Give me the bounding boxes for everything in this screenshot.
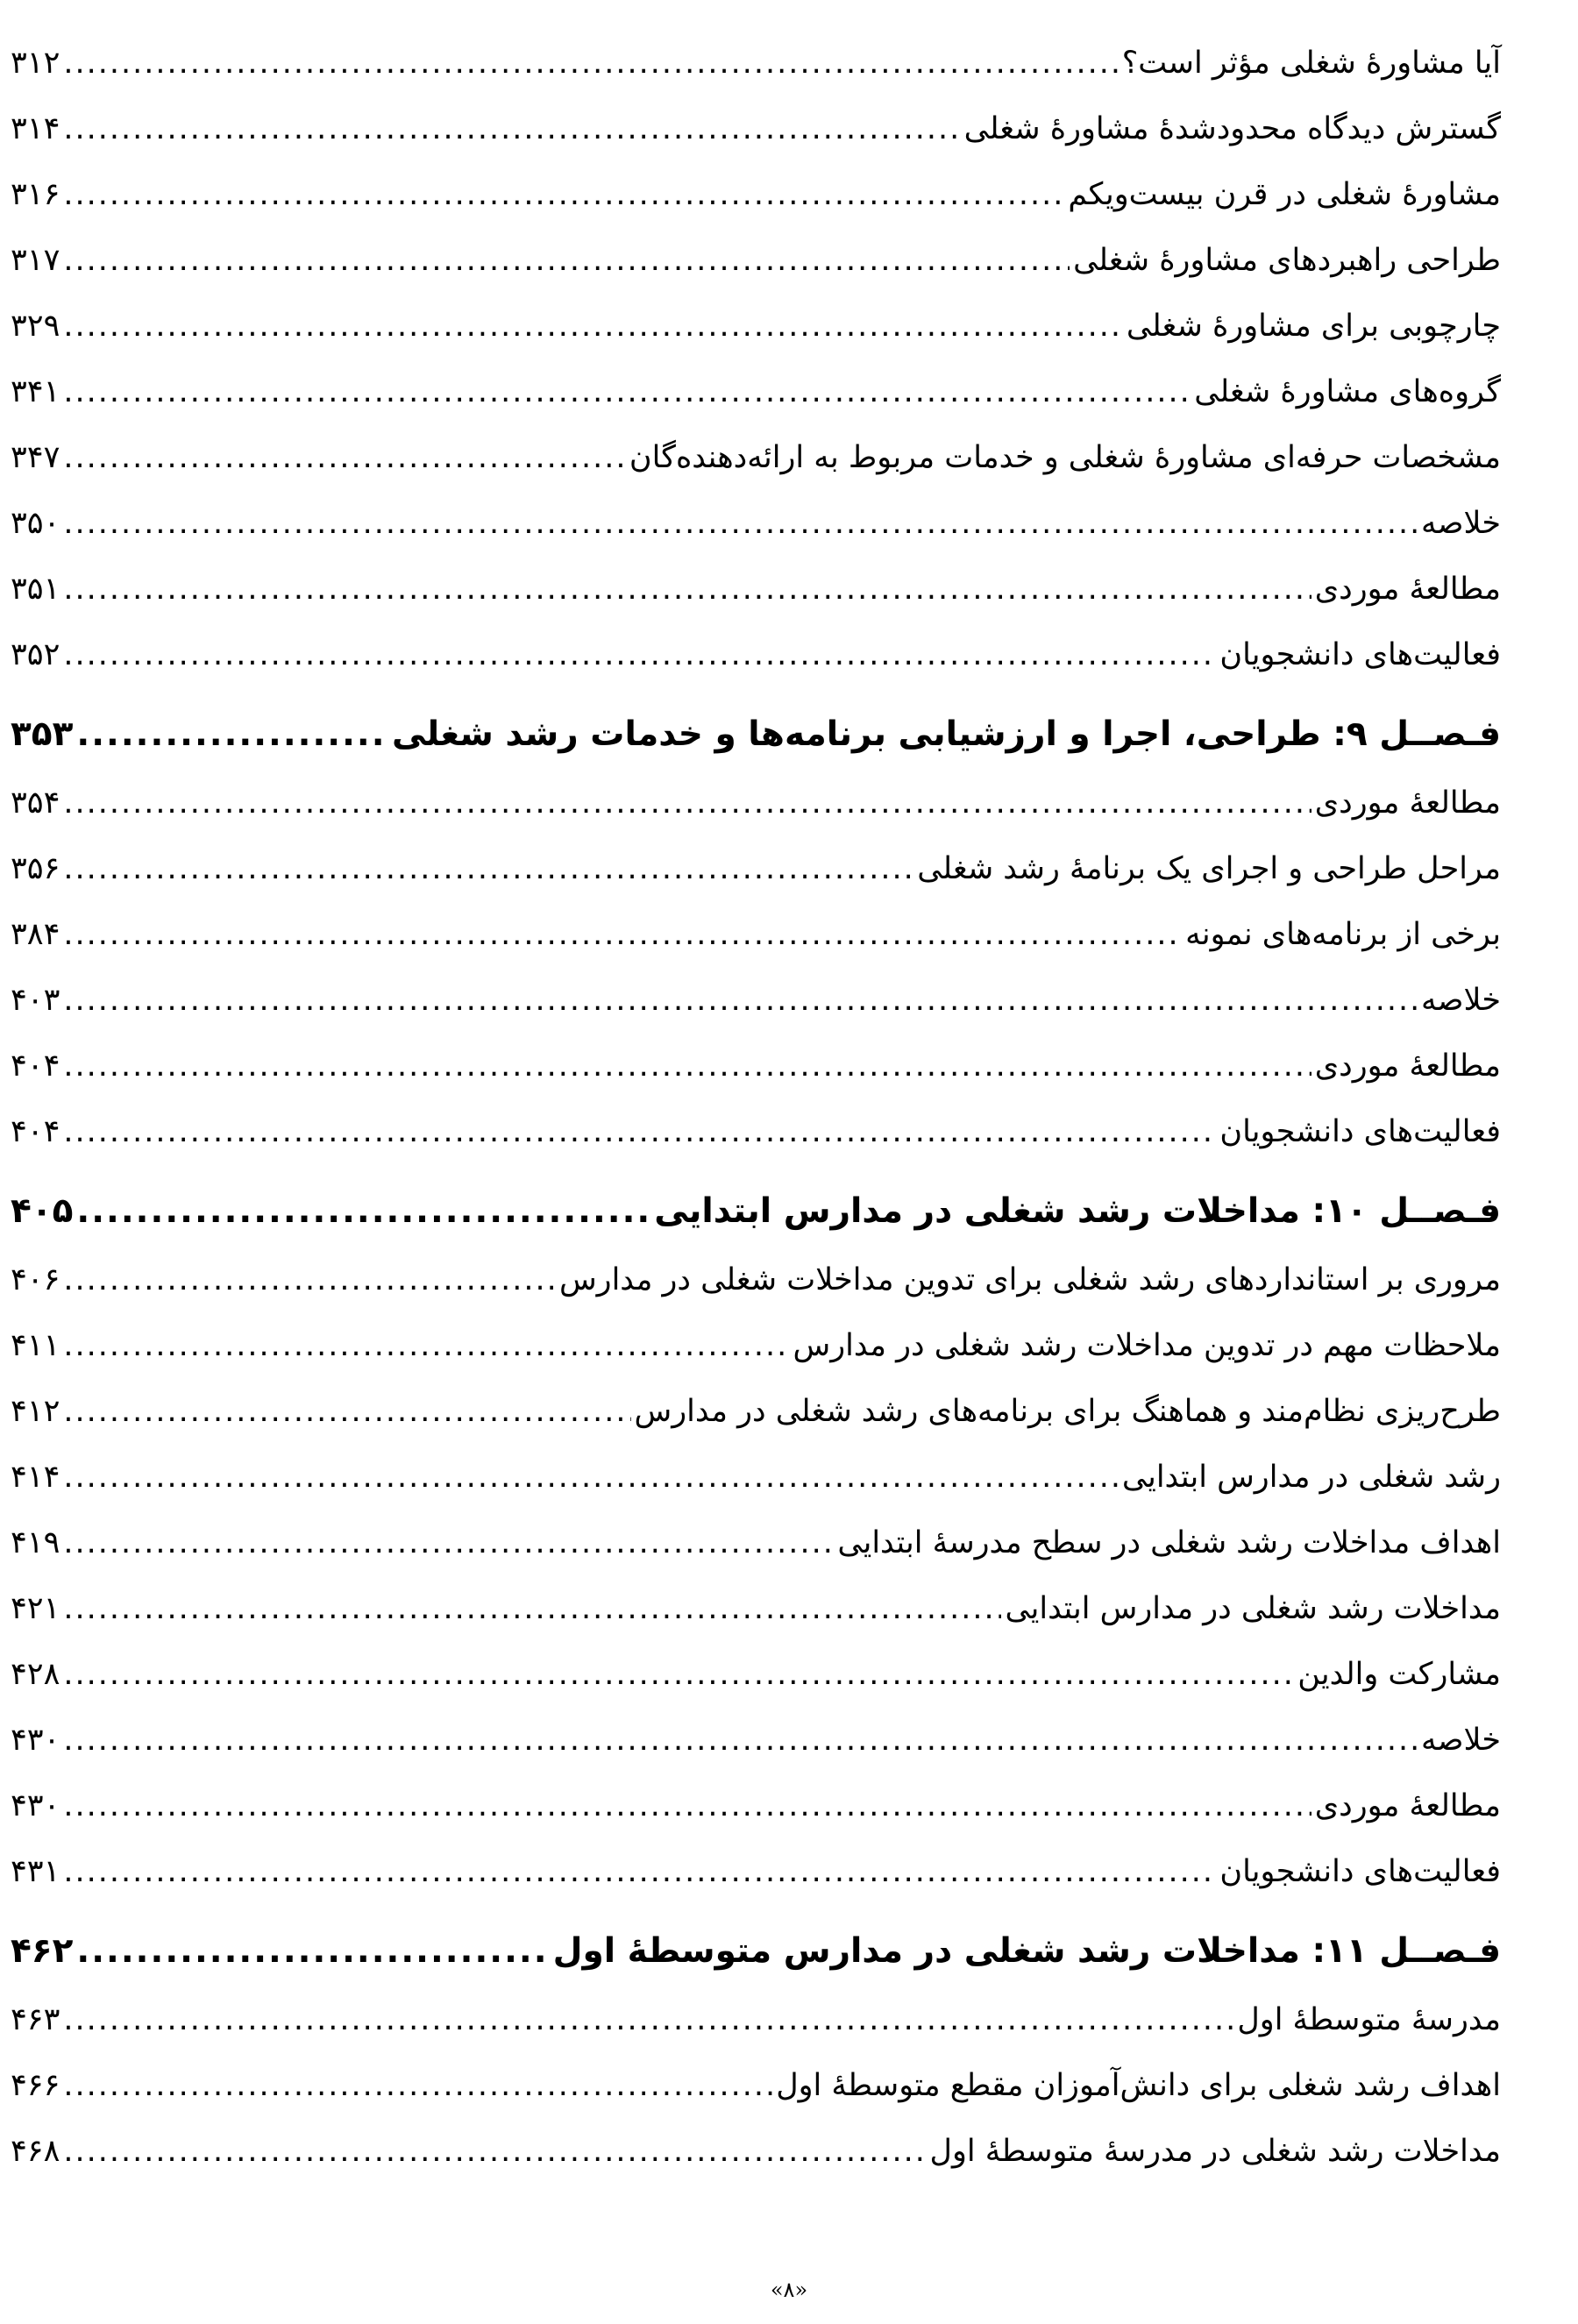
page-number: ۴۶۲ <box>11 1931 74 1972</box>
page-number: ۴۱۲ <box>11 1394 60 1429</box>
toc-entry-row <box>11 410 1501 476</box>
toc-entry-row <box>11 345 1501 410</box>
toc-entry-row <box>11 1693 1501 1759</box>
dot-leader <box>63 45 1118 82</box>
dot-leader <box>63 785 1311 821</box>
toc-entry-row <box>11 279 1501 345</box>
entry-title: مداخلات رشد شغلی در مدرسۀ متوسطۀ اول <box>929 2134 1501 2169</box>
toc-entry-row <box>11 1972 1501 2038</box>
toc-entry-row <box>11 953 1501 1019</box>
entry-title: طرح‌ریزی نظام‌مند و هماهنگ برای برنامه‌های رشد شغلی در مدارس <box>634 1394 1501 1429</box>
dot-leader <box>63 1327 789 1364</box>
page-number: ۳۱۷ <box>11 243 60 278</box>
entry-title: گسترش دیدگاه محدودشدۀ مشاورۀ شغلی <box>963 111 1501 146</box>
entry-title: مطالعۀ موردی <box>1314 785 1501 821</box>
toc-entry-row <box>11 542 1501 608</box>
dot-leader <box>63 1459 1119 1496</box>
toc-entry-row <box>11 1019 1501 1084</box>
toc-entry-row <box>11 608 1501 673</box>
page-number: ۴۰۶ <box>11 1262 60 1297</box>
toc-chapter-row <box>11 673 1501 756</box>
dot-leader <box>63 1656 1294 1693</box>
entry-title: مطالعۀ موردی <box>1314 1788 1501 1823</box>
page-number: ۴۲۱ <box>11 1591 60 1626</box>
chapter-title: فـصــل ۹: طراحی، اجرا و ارزشیابی برنامه‌ها و خدمات رشد شغلی <box>392 714 1501 755</box>
dot-leader <box>63 176 1064 213</box>
dot-leader <box>63 373 1191 410</box>
dot-leader <box>63 2133 926 2170</box>
dot-leader <box>63 571 1311 608</box>
toc-chapter-row <box>11 1150 1501 1233</box>
toc-entry-row <box>11 887 1501 953</box>
page-number: ۳۵۶ <box>11 851 60 886</box>
entry-title: مطالعۀ موردی <box>1314 1048 1501 1084</box>
page-number: ۴۶۸ <box>11 2134 60 2169</box>
dot-leader <box>76 1191 650 1233</box>
entry-title: مشخصات حرفه‌ای مشاورۀ شغلی و خدمات مربوط به ارائه‌دهنده‌گان <box>629 440 1501 475</box>
toc-entry-row <box>11 1430 1501 1496</box>
toc-entry-row <box>11 213 1501 279</box>
page-number: ۳۵۰ <box>11 506 60 541</box>
toc-chapter-row <box>11 1890 1501 1972</box>
page-number: ۳۵۱ <box>11 572 60 607</box>
page-number: ۴۳۰ <box>11 1723 60 1758</box>
dot-leader <box>63 850 913 887</box>
entry-title: رشد شغلی در مدارس ابتدایی <box>1121 1460 1501 1495</box>
dot-leader <box>63 110 960 147</box>
toc-entry-row <box>11 1759 1501 1824</box>
page-number: ۳۱۴ <box>11 111 60 146</box>
dot-leader <box>76 1931 549 1972</box>
dot-leader <box>63 439 626 476</box>
page-number: ۳۲۹ <box>11 309 60 344</box>
entry-title: فعالیت‌های دانشجویان <box>1219 1854 1501 1889</box>
toc-entry-row <box>11 1084 1501 1150</box>
entry-title: خلاصه <box>1420 983 1501 1018</box>
page-number: ۴۱۴ <box>11 1460 60 1495</box>
chapter-title: فـصــل ۱۱: مداخلات رشد شغلی در مدارس متوسطۀ اول <box>552 1931 1501 1972</box>
dot-leader <box>63 1524 834 1561</box>
dot-leader <box>63 636 1216 673</box>
entry-title: فعالیت‌های دانشجویان <box>1219 1114 1501 1149</box>
entry-title: برخی از برنامه‌های نمونه <box>1185 917 1501 952</box>
toc-entry-row <box>11 2104 1501 2170</box>
entry-title: گروه‌های مشاورۀ شغلی <box>1194 374 1501 409</box>
page-number: ۳۵۴ <box>11 785 60 821</box>
toc-entry-row <box>11 756 1501 821</box>
page-number: ۳۵۲ <box>11 637 60 672</box>
page-number: ۳۱۲ <box>11 46 60 81</box>
dot-leader <box>63 1590 1001 1627</box>
page-number: ۴۰۳ <box>11 983 60 1018</box>
entry-title: چارچوبی برای مشاورۀ شغلی <box>1126 309 1501 344</box>
dot-leader <box>63 1722 1418 1759</box>
toc-entry-row <box>11 1627 1501 1693</box>
page-number: ۴۶۶ <box>11 2068 60 2103</box>
entry-title: اهداف مداخلات رشد شغلی در سطح مدرسۀ ابتدایی <box>837 1525 1501 1560</box>
entry-title: فعالیت‌های دانشجویان <box>1219 637 1501 672</box>
toc-entry-row <box>11 2038 1501 2104</box>
toc-entry-row <box>11 147 1501 213</box>
toc-entry-row <box>11 1298 1501 1364</box>
page-number: ۴۳۱ <box>11 1854 60 1889</box>
toc-entry-row <box>11 82 1501 147</box>
page-number: ۴۲۸ <box>11 1657 60 1692</box>
toc-entry-row <box>11 476 1501 542</box>
page-number: ۴۱۹ <box>11 1525 60 1560</box>
entry-title: مشارکت والدین <box>1297 1657 1501 1692</box>
dot-leader <box>63 1048 1311 1084</box>
page-number: ۴۶۳ <box>11 2002 60 2037</box>
dot-leader <box>63 242 1070 279</box>
entry-title: مراحل طراحی و اجرای یک برنامۀ رشد شغلی <box>917 851 1501 886</box>
dot-leader <box>63 2067 772 2104</box>
toc-entry-row <box>11 1561 1501 1627</box>
toc-entry-row <box>11 16 1501 82</box>
page-number-footer: «۸» <box>770 2278 808 2302</box>
dot-leader <box>63 505 1418 542</box>
page-number: ۴۰۴ <box>11 1048 60 1084</box>
entry-title: مدرسۀ متوسطۀ اول <box>1237 2002 1501 2037</box>
dot-leader <box>63 916 1182 953</box>
entry-title: مداخلات رشد شغلی در مدارس ابتدایی <box>1005 1591 1501 1626</box>
page-number: ۳۴۷ <box>11 440 60 475</box>
chapter-title: فـصــل ۱۰: مداخلات رشد شغلی در مدارس ابتدایی <box>654 1191 1501 1232</box>
dot-leader <box>63 982 1418 1019</box>
entry-title: خلاصه <box>1420 1723 1501 1758</box>
page-number: ۴۰۵ <box>11 1191 74 1232</box>
dot-leader <box>63 2001 1233 2038</box>
page-number: ۳۸۴ <box>11 917 60 952</box>
toc-entry-row <box>11 1364 1501 1430</box>
dot-leader <box>63 1261 556 1298</box>
toc-entry-row <box>11 1496 1501 1561</box>
table-of-contents <box>11 16 1501 2170</box>
dot-leader <box>76 714 388 756</box>
dot-leader <box>63 1787 1311 1824</box>
dot-leader <box>63 1113 1216 1150</box>
dot-leader <box>63 1393 630 1430</box>
page-number: ۴۳۰ <box>11 1788 60 1823</box>
entry-title: مشاورۀ شغلی در قرن بیست‌ویکم <box>1068 177 1501 212</box>
toc-entry-row <box>11 1824 1501 1890</box>
entry-title: خلاصه <box>1420 506 1501 541</box>
page-number: ۴۱۱ <box>11 1328 60 1363</box>
page-number: ۳۱۶ <box>11 177 60 212</box>
entry-title: مروری بر استانداردهای رشد شغلی برای تدوین مداخلات شغلی در مدارس <box>558 1262 1501 1297</box>
entry-title: طراحی راهبردهای مشاورۀ شغلی <box>1073 243 1501 278</box>
entry-title: آیا مشاورۀ شغلی مؤثر است؟ <box>1121 46 1501 81</box>
toc-entry-row <box>11 821 1501 887</box>
entry-title: ملاحظات مهم در تدوین مداخلات رشد شغلی در مدارس <box>793 1328 1501 1363</box>
page-number: ۳۵۳ <box>11 714 74 755</box>
entry-title: مطالعۀ موردی <box>1314 572 1501 607</box>
page-number: ۴۰۴ <box>11 1114 60 1149</box>
toc-entry-row <box>11 1233 1501 1298</box>
page-number: ۳۴۱ <box>11 374 60 409</box>
dot-leader <box>63 1853 1216 1890</box>
entry-title: اهداف رشد شغلی برای دانش‌آموزان مقطع متوسطۀ اول <box>776 2068 1501 2103</box>
dot-leader <box>63 308 1122 345</box>
